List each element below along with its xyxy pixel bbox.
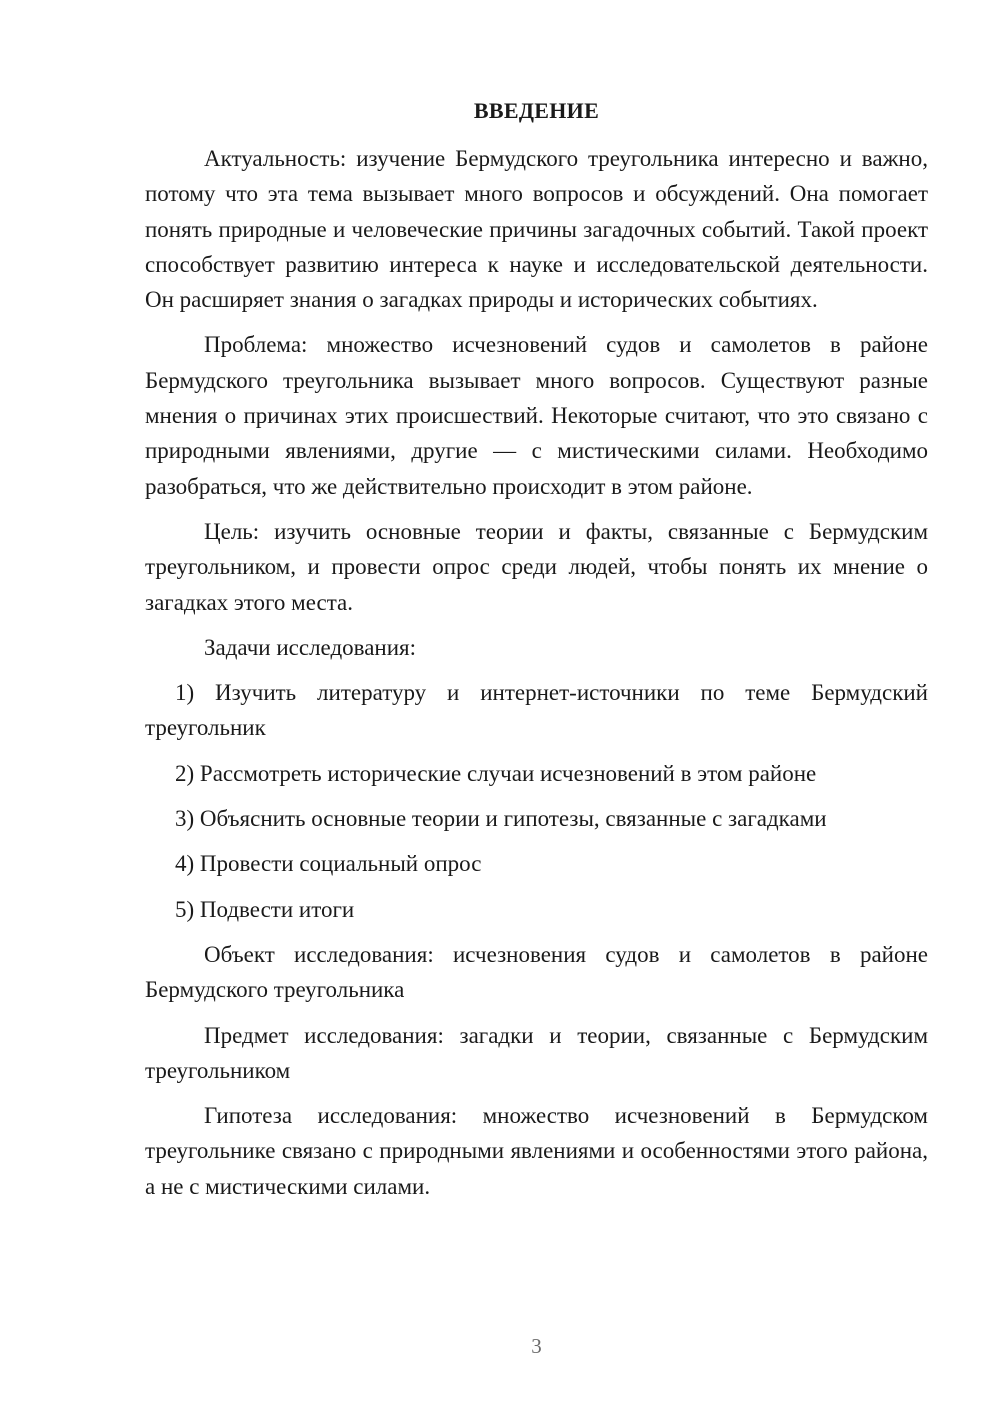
- body-text: [145, 141, 928, 1214]
- tasks-heading: Задачи исследования:: [204, 634, 417, 660]
- task-item-4: 4) Провести социальный опрос: [175, 851, 482, 877]
- hypothesis-paragraph: Гипотеза исследования: множество исчезновений в Бермудском треугольнике связано с природными явлениями и особенностями этого района, а не с мистическими силами.: [145, 1103, 928, 1199]
- subject-paragraph: Предмет исследования: загадки и теории, связанные с Бермудским треугольником: [145, 1022, 928, 1083]
- task-item-5: 5) Подвести итоги: [175, 896, 355, 922]
- task-item-3: 3) Объяснить основные теории и гипотезы, связанные с загадками: [175, 806, 827, 832]
- task-item-1: 1) Изучить литературу и интернет-источники по теме Бермудский треугольник: [145, 680, 928, 741]
- problem-paragraph: Проблема: множество исчезновений судов и самолетов в районе Бермудского треугольника вызывает много вопросов. Существуют разные мнения о причинах этих происшествий. Некоторые считают, что это связано с природными явлениями, другие — с мистическими силами. Необходимо разобраться, что же действительно происходит в этом районе.: [145, 332, 928, 499]
- page-number: 3: [531, 1334, 542, 1358]
- document-page: [145, 0, 928, 1414]
- relevance-paragraph: Актуальность: изучение Бермудского треугольника интересно и важно, потому что эта тема вызывает много вопросов и обсуждений. Она помогает понять природные и человеческие причины загадочных событий. Такой проект способствует развитию интереса к науке и исследовательской деятельности. Он расширяет знания о загадках природы и исторических событиях.: [145, 146, 928, 313]
- goal-paragraph: Цель: изучить основные теории и факты, связанные с Бермудским треугольником, и провести опрос среди людей, чтобы понять их мнение о загадках этого места.: [145, 518, 928, 615]
- task-item-2: 2) Рассмотреть исторические случаи исчезновений в этом районе: [175, 760, 817, 786]
- object-paragraph: Объект исследования: исчезновения судов и самолетов в районе Бермудского треугольника: [145, 941, 928, 1003]
- section-title: ВВЕДЕНИЕ: [473, 98, 600, 123]
